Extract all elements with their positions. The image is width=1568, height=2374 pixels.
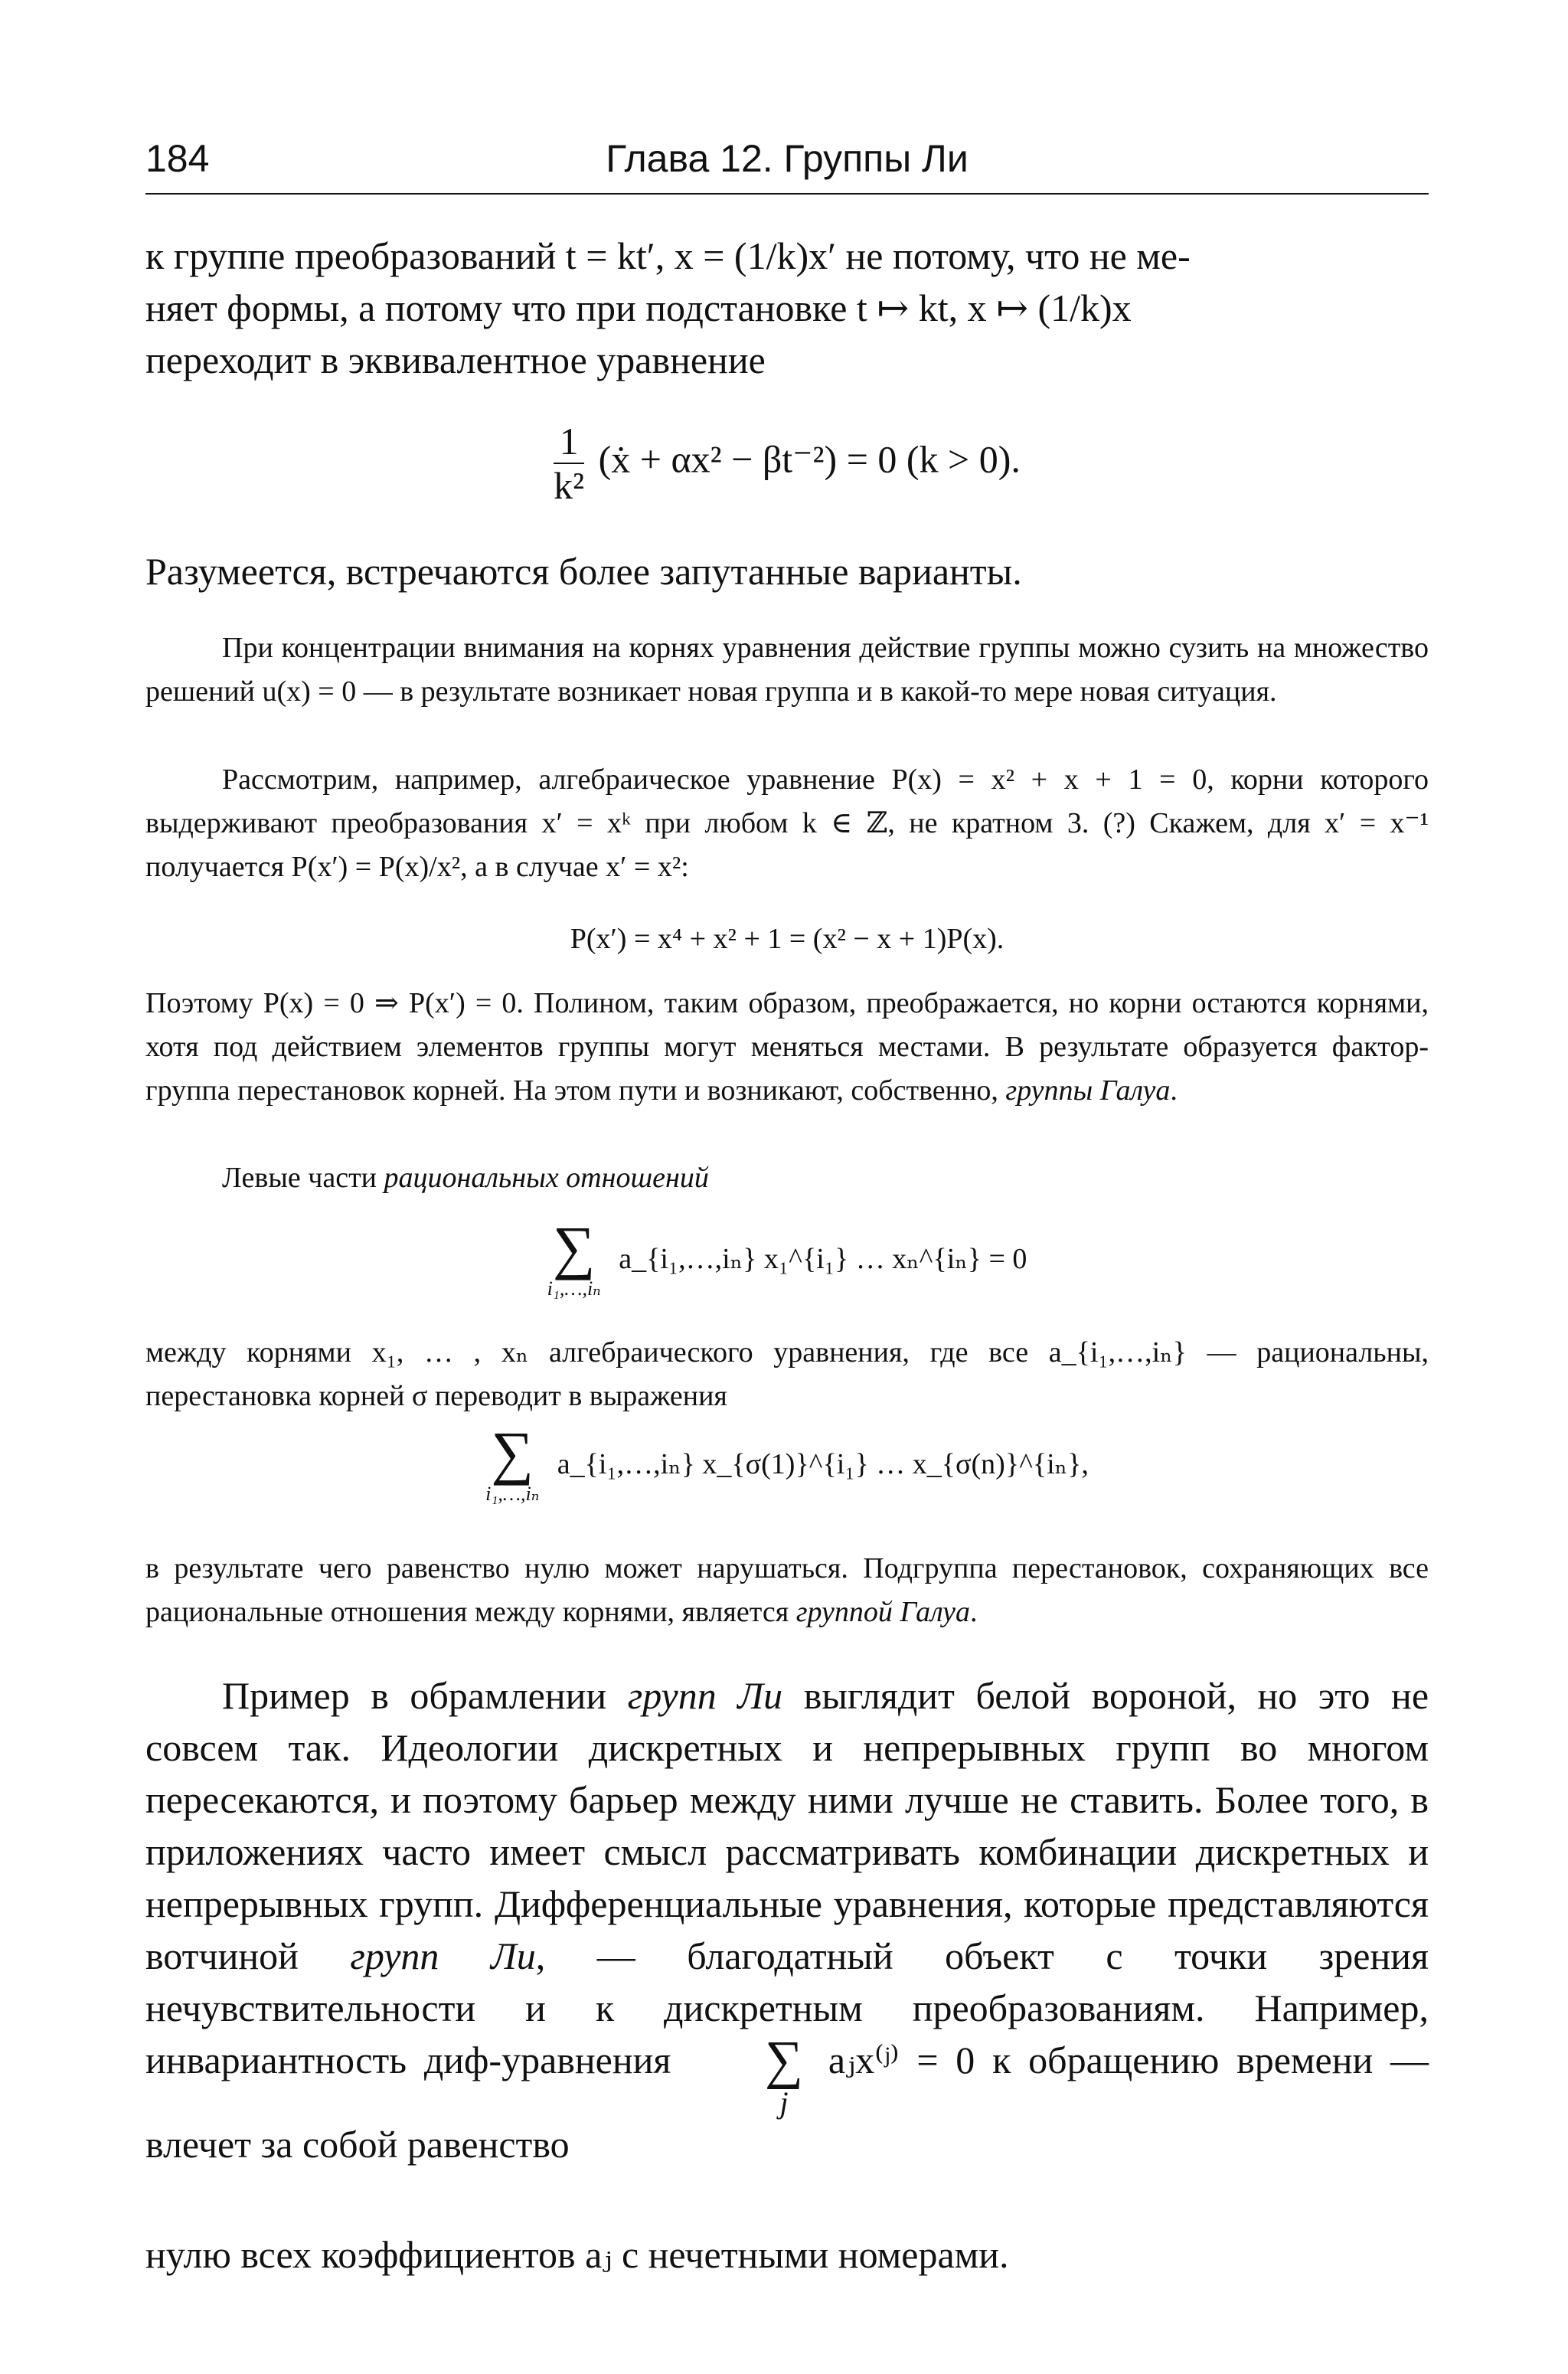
aside-paragraph-2: Рассмотрим, например, алгебраическое уравнение P(x) = x² + x + 1 = 0, корни которого выдерживают преобразования x′ = xᵏ при любом k ∈ ℤ, не кратном 3. (?) Скажем, для x′ = x⁻¹ получается P(x′) = P(x)/x², а в случае x′ = x²: — [145, 764, 1429, 883]
equation-3 — [145, 1214, 1429, 1300]
aside-p3-after: . — [1170, 1074, 1178, 1107]
sum-index: i₁,…,iₙ — [547, 1277, 601, 1300]
sum-sign: ∑ — [552, 1214, 596, 1280]
sum-sign: ∑ — [491, 1419, 534, 1486]
aside-p4-em: рациональных отношений — [384, 1162, 709, 1194]
page-number: 184 — [145, 137, 210, 180]
aside-paragraph-4 — [145, 1156, 1429, 1200]
intro-line-3: переходит в эквивалентное уравнение — [145, 338, 766, 381]
intro-line-1: к группе преобразований t = kt′, x = (1/k)x′ не потому, что не ме- — [145, 234, 1191, 277]
equation-1-body: (ẋ + αx² − βt⁻²) = 0 (k > 0). — [598, 437, 1021, 481]
equation-4-term: a_{i₁,…,iₙ} x_{σ(1)}^{i₁} … x_{σ(n)}^{iₙ}, — [557, 1447, 1089, 1480]
closing-s1: Пример в обрамлении — [222, 1674, 607, 1717]
fraction — [554, 420, 584, 507]
sum-block — [485, 1419, 540, 1506]
closing-s4: aⱼx⁽ʲ⁾ = 0 к обращению времени — влечет за собой равенство — [145, 2039, 1429, 2166]
aside-p3-text: Поэтому P(x) = 0 ⇒ P(x′) = 0. Полином, таким образом, преображается, но корни остаются корнями, хотя под действием элементов группы могут меняться местами. В результате образуется фактор-группа перестановок корней. На этом пути и возникают, собственно, — [145, 987, 1429, 1107]
intro-line-2: няет формы, а потому что при подстановке t ↦ kt, x ↦ (1/k)x — [145, 286, 1132, 329]
sum-block — [547, 1214, 601, 1300]
aside-paragraph-1: При концентрации внимания на корнях уравнения действие группы можно сузить на множество решений u(x) = 0 — в результате возникает новая группа и в какой-то мере новая ситуация. — [145, 632, 1429, 708]
aside-paragraph-6 — [145, 1547, 1429, 1634]
aside-paragraph-5: между корнями x₁, … , xₙ алгебраического уравнения, где все a_{i₁,…,iₙ} — рациональны, перестановка корней σ переводит в выражения — [145, 1336, 1429, 1412]
sum-index: i₁,…,iₙ — [485, 1483, 540, 1505]
aside-p3-em: группы Галуа — [1005, 1074, 1171, 1107]
page-header — [145, 136, 1429, 193]
equation-2: P(x′) = x⁴ + x² + 1 = (x² − x + 1)P(x). — [570, 923, 1004, 955]
fraction-denominator: k² — [554, 464, 585, 507]
equation-1 — [145, 420, 1429, 507]
aside-p6-em: группой Галуа — [795, 1596, 970, 1628]
sum-sign: ∑ — [765, 2031, 804, 2090]
equation-4 — [145, 1419, 1429, 1506]
aside-p6-after: . — [970, 1596, 978, 1628]
aside-p4-text: Левые части — [222, 1162, 377, 1194]
closing-s3: , — благодатный объект с точки зрения нечувствительности и к дискретным преобразованиям. Например, инвариантность диф-уравнения — [145, 1934, 1429, 2081]
inline-sum — [688, 2031, 804, 2120]
intro-end: Разумеется, встречаются более запутанные варианты. — [145, 550, 1022, 593]
closing-em-1: групп Ли — [627, 1674, 783, 1717]
closing-paragraph — [145, 1669, 1429, 2170]
closing-last-line: нулю всех коэффициентов aⱼ с нечетными номерами. — [145, 2233, 1009, 2276]
fraction-numerator: 1 — [554, 420, 584, 464]
intro-paragraph — [145, 230, 1429, 386]
aside-p6-text: в результате чего равенство нулю может нарушаться. Подгруппа перестановок, сохраняющих все рациональные отношения между корнями, является — [145, 1552, 1429, 1628]
closing-em-2: групп Ли — [350, 1934, 536, 1977]
header-rule — [145, 193, 1429, 195]
aside-paragraph-3 — [145, 982, 1429, 1113]
running-head: Глава 12. Группы Ли — [606, 137, 969, 180]
closing-s2: выглядит белой вороной, но это не совсем так. Идеологии дискретных и непрерывных групп во многом пересекаются, и поэтому барьер между ними лучше не ставить. Более того, в приложениях часто имеет смысл рассматривать комбинации дискретных и непрерывных групп. Дифференциальные уравнения, которые представляются вотчиной — [145, 1674, 1429, 1977]
sum-index: j — [779, 2085, 789, 2120]
equation-3-term: a_{i₁,…,iₙ} x₁^{i₁} … xₙ^{iₙ} = 0 — [619, 1242, 1027, 1275]
